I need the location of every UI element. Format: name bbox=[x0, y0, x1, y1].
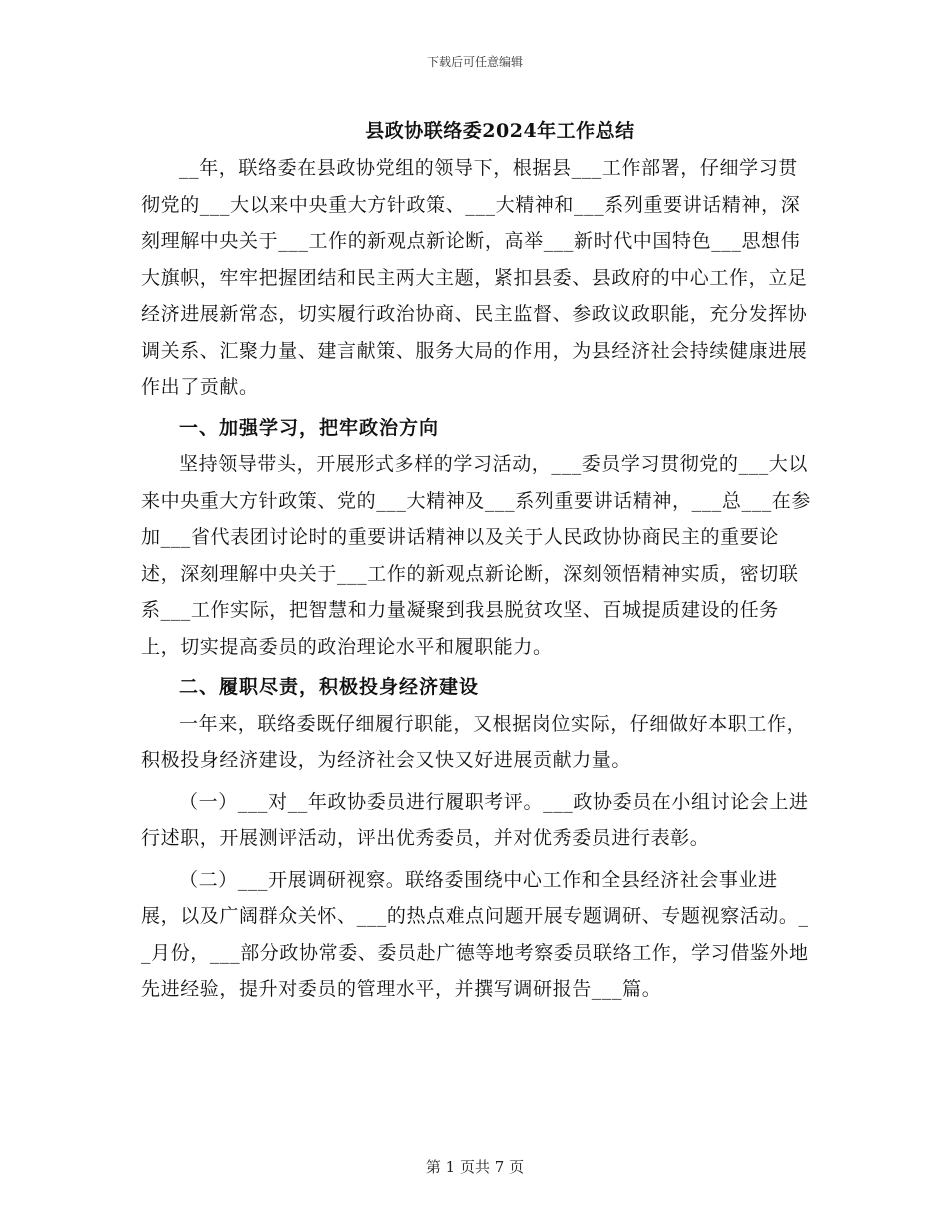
document-body bbox=[141, 150, 813, 1008]
section-heading-2: 二、履职尽责，积极投身经济建设 bbox=[179, 676, 480, 698]
page-footer: 第 1 页共 7 页 bbox=[425, 1158, 525, 1176]
subsection-2-paragraph: （二）___开展调研视察。联络委围绕中心工作和全县经济社会事业进展，以及广阔群众关怀、___的热点难点问题开展专题调研、专题视察活动。__月份，___部分政协常委、委员赴广德等地考察委员联络工作，学习借鉴外地先进经验，提升对委员的管理水平，并撰写调研报告___篇。 bbox=[141, 868, 809, 1000]
section-2-paragraph: 一年来，联络委既仔细履行职能，又根据岗位实际，仔细做好本职工作，积极投身经济建设，为经济社会又快又好进展贡献力量。 bbox=[141, 712, 807, 771]
intro-paragraph: __年，联络委在县政协党组的领导下，根据县___工作部署，仔细学习贯彻党的___大以来中央重大方针政策、___大精神和___系列重要讲话精神，深刻理解中央关于___工作的新观点新论断，高举___新时代中国特色___思想伟大旗帜，牢牢把握团结和民主两大主题，紧扣县委、县政府的中心工作，立足经济进展新常态，切实履行政治协商、民主监督、参政议政职能，充分发挥协调关系、汇聚力量、建言献策、服务大局的作用，为县经济社会持续健康进展作出了贡献。 bbox=[141, 157, 808, 398]
section-1-paragraph: 坚持领导带头，开展形式多样的学习活动，___委员学习贯彻党的___大以来中央重大方针政策、党的___大精神及___系列重要讲话精神，___总___在参加___省代表团讨论时的重要讲话精神以及关于人民政协协商民主的重要论述，深刻理解中央关于___工作的新观点新论断，深刻领悟精神实质，密切联系___工作实际，把智慧和力量凝聚到我县脱贫攻坚、百城提质建设的任务上，切实提高委员的政治理论水平和履职能力。 bbox=[141, 453, 812, 658]
subsection-1-paragraph: （一）___对__年政协委员进行履职考评。___政协委员在小组讨论会上进行述职，开展测评活动，评出优秀委员，并对优秀委员进行表彰。 bbox=[141, 790, 809, 849]
section-heading-1: 一、加强学习，把牢政治方向 bbox=[179, 416, 440, 439]
header-note: 下载后可任意编辑 bbox=[426, 55, 523, 69]
document-title: 县政协联络委2024年工作总结 bbox=[365, 120, 635, 142]
